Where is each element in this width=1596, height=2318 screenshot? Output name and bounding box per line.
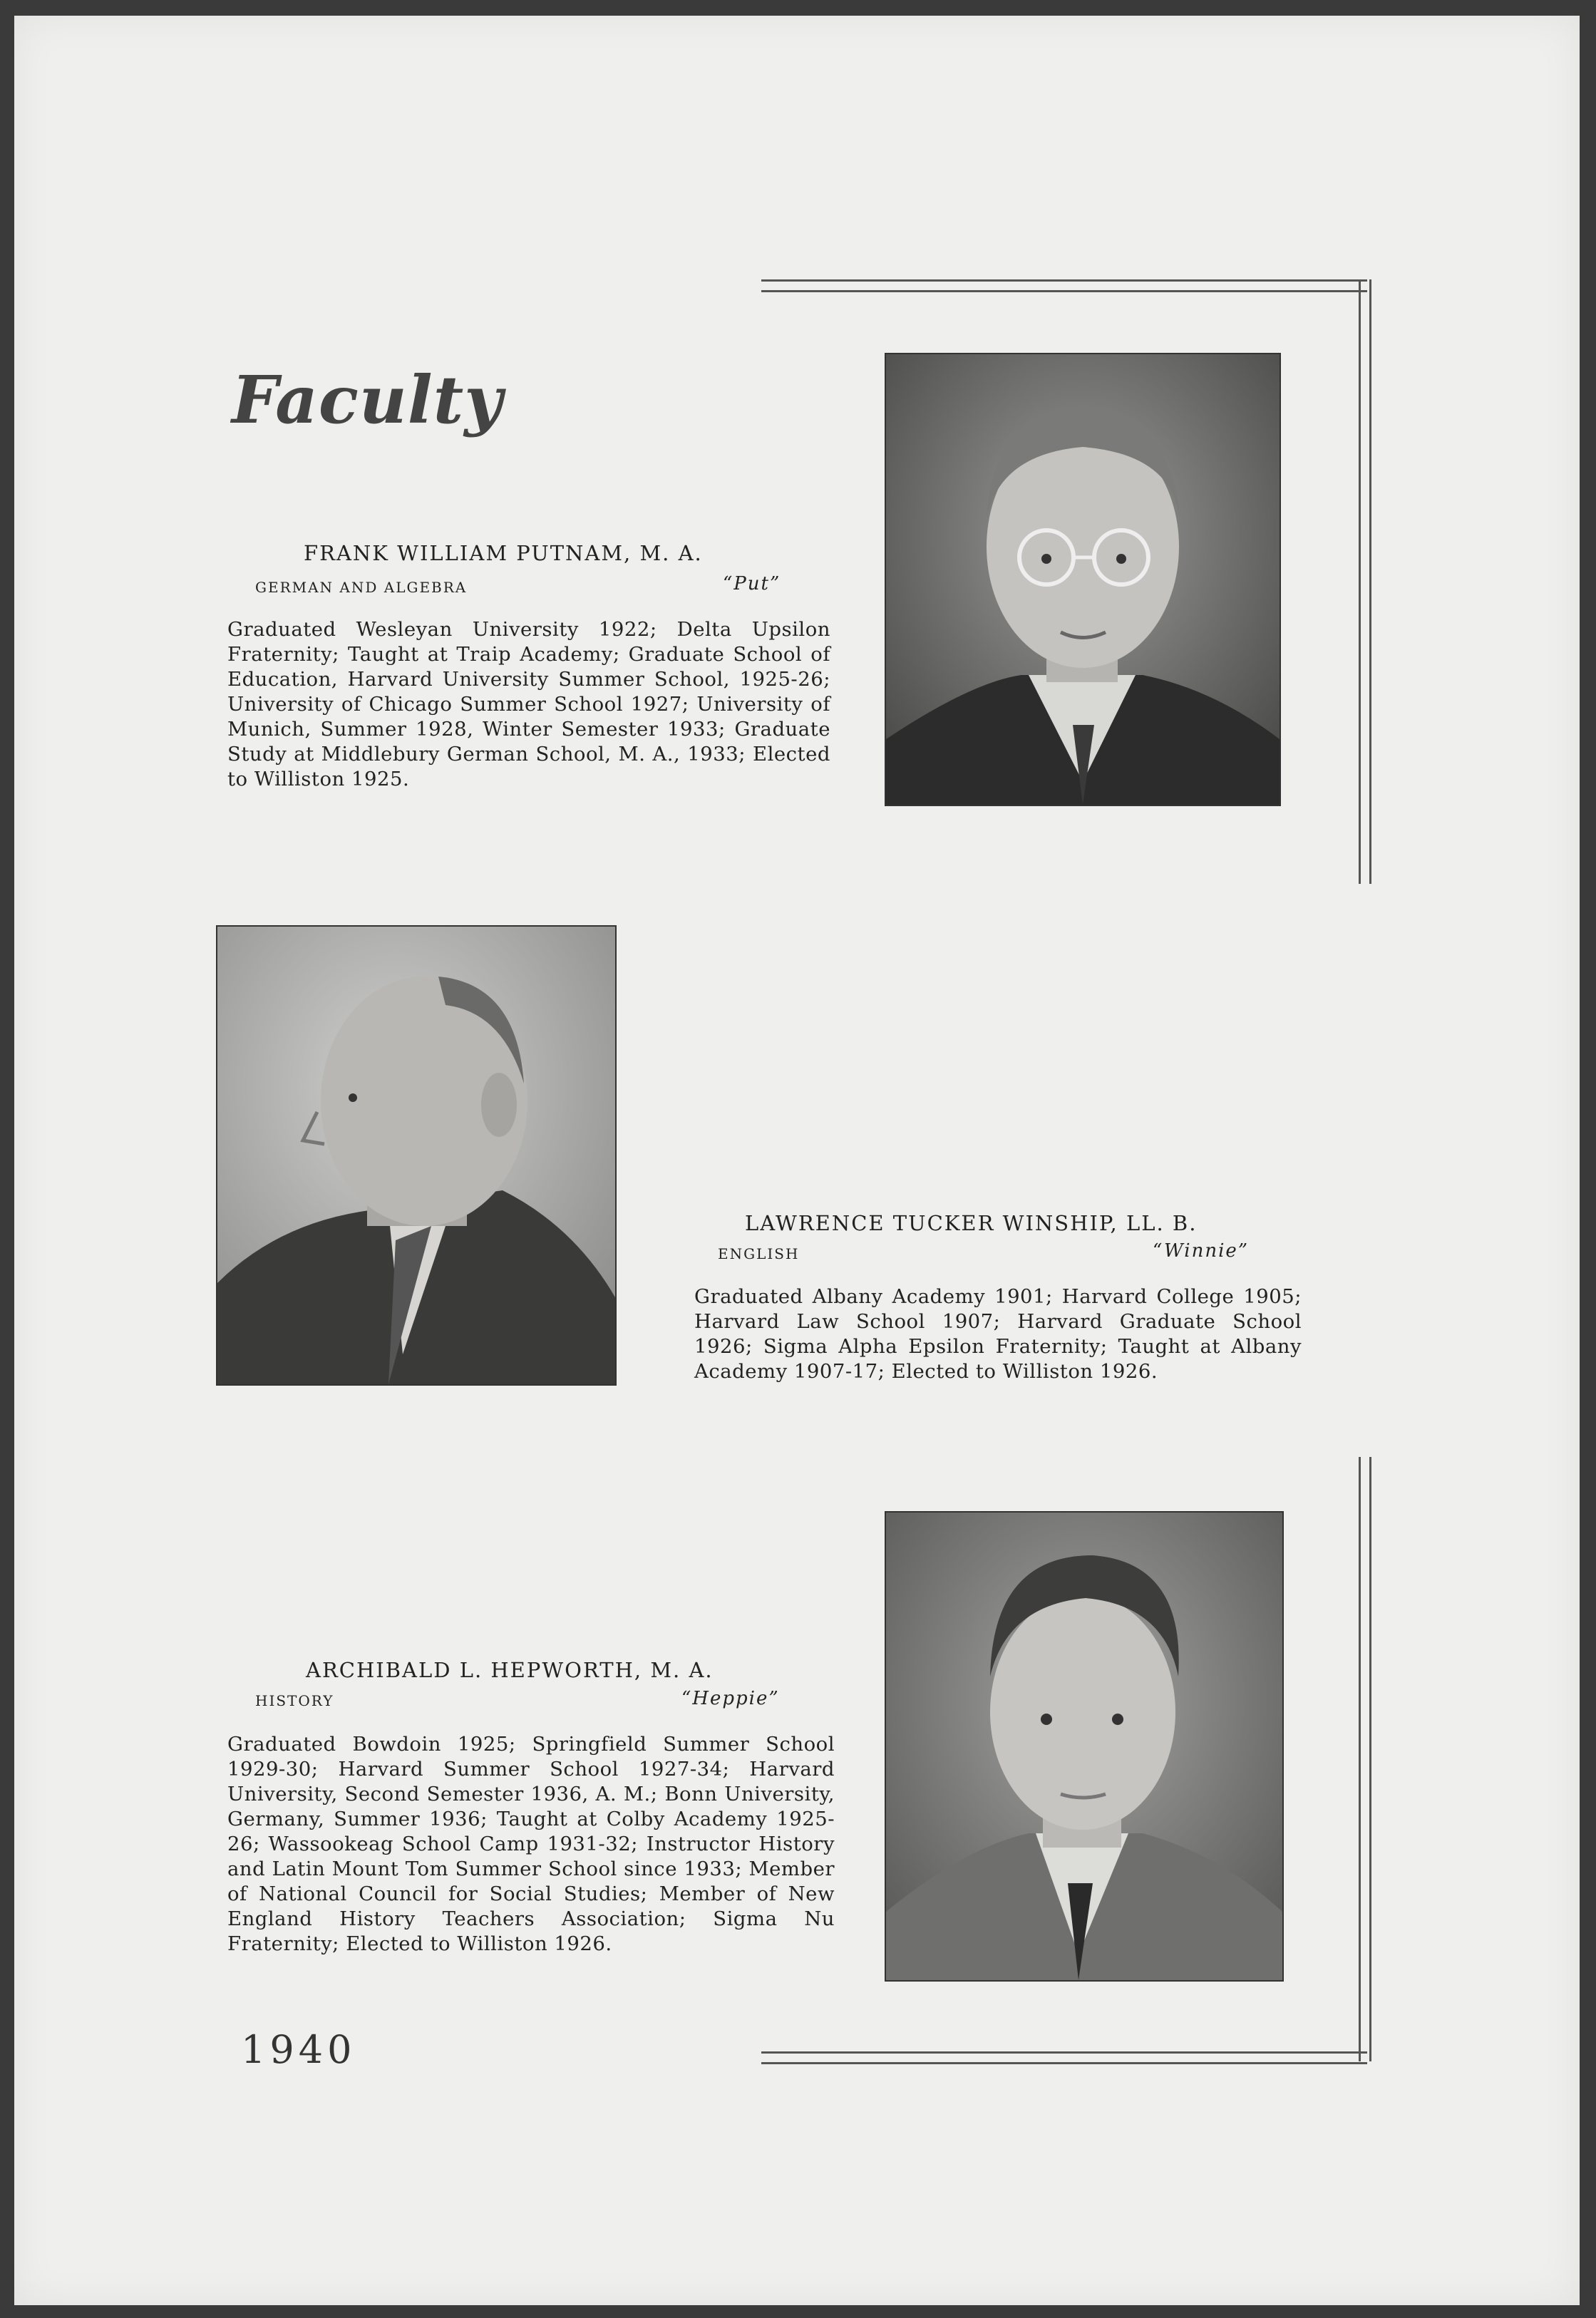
faculty-subject-hepworth: HISTORY xyxy=(255,1692,334,1709)
page-year: 1940 xyxy=(241,2027,356,2072)
bottom-frame-side xyxy=(1359,1457,1371,2061)
faculty-bio-winship: Graduated Albany Academy 1901; Harvard College 1905; Harvard Law School 1907; Harvard Graduate School 1926; Sigma Alpha Epsilon Fraternity; Taught at Albany Academy 1907-17; Elected to Williston 1926. xyxy=(694,1285,1302,1383)
faculty-subject-winship: ENGLISH xyxy=(718,1245,800,1262)
portrait-putnam xyxy=(885,353,1281,806)
faculty-name-hepworth: ARCHIBALD L. HEPWORTH, M. A. xyxy=(306,1658,714,1682)
faculty-nickname-putnam: “Put” xyxy=(723,573,781,594)
bottom-frame-rule xyxy=(761,2051,1367,2064)
faculty-bio-putnam: Graduated Wesleyan University 1922; Delta Upsilon Fraternity; Taught at Traip Academy; Graduate School of Education, Harvard University Summer School, 1925-26; University of Chicago Summer School 1927; University of Munich, Summer 1928, Winter Semester 1933; Graduate Study at Middlebury German School, M. A., 1933; Elected to Williston 1925. xyxy=(227,618,830,790)
portrait-hepworth xyxy=(885,1511,1284,1982)
faculty-subject-putnam: GERMAN AND ALGEBRA xyxy=(255,579,468,596)
portrait-winship xyxy=(216,925,617,1386)
faculty-nickname-winship: “Winnie” xyxy=(1153,1240,1250,1262)
page-title: Faculty xyxy=(232,361,503,438)
faculty-nickname-hepworth: “Heppie” xyxy=(681,1688,780,1709)
faculty-name-putnam: FRANK WILLIAM PUTNAM, M. A. xyxy=(304,541,703,565)
faculty-name-winship: LAWRENCE TUCKER WINSHIP, LL. B. xyxy=(745,1211,1198,1235)
top-frame-side xyxy=(1359,279,1371,884)
top-frame-rule xyxy=(761,279,1367,292)
faculty-bio-hepworth: Graduated Bowdoin 1925; Springfield Summer School 1929-30; Harvard Summer School 1927-34; Harvard University, Second Semester 1936, A. M.; Bonn University, Germany, Summer 1936; Taught at Colby Academy 1925-26; Wassookeag School Camp 1931-32; Instructor History and Latin Mount Tom Summer School since 1933; Member of National Council for Social Studies; Member of New England History Teachers Association; Sigma Nu Fraternity; Elected to Williston 1926. xyxy=(227,1733,835,1955)
yearbook-page xyxy=(14,16,1580,2305)
